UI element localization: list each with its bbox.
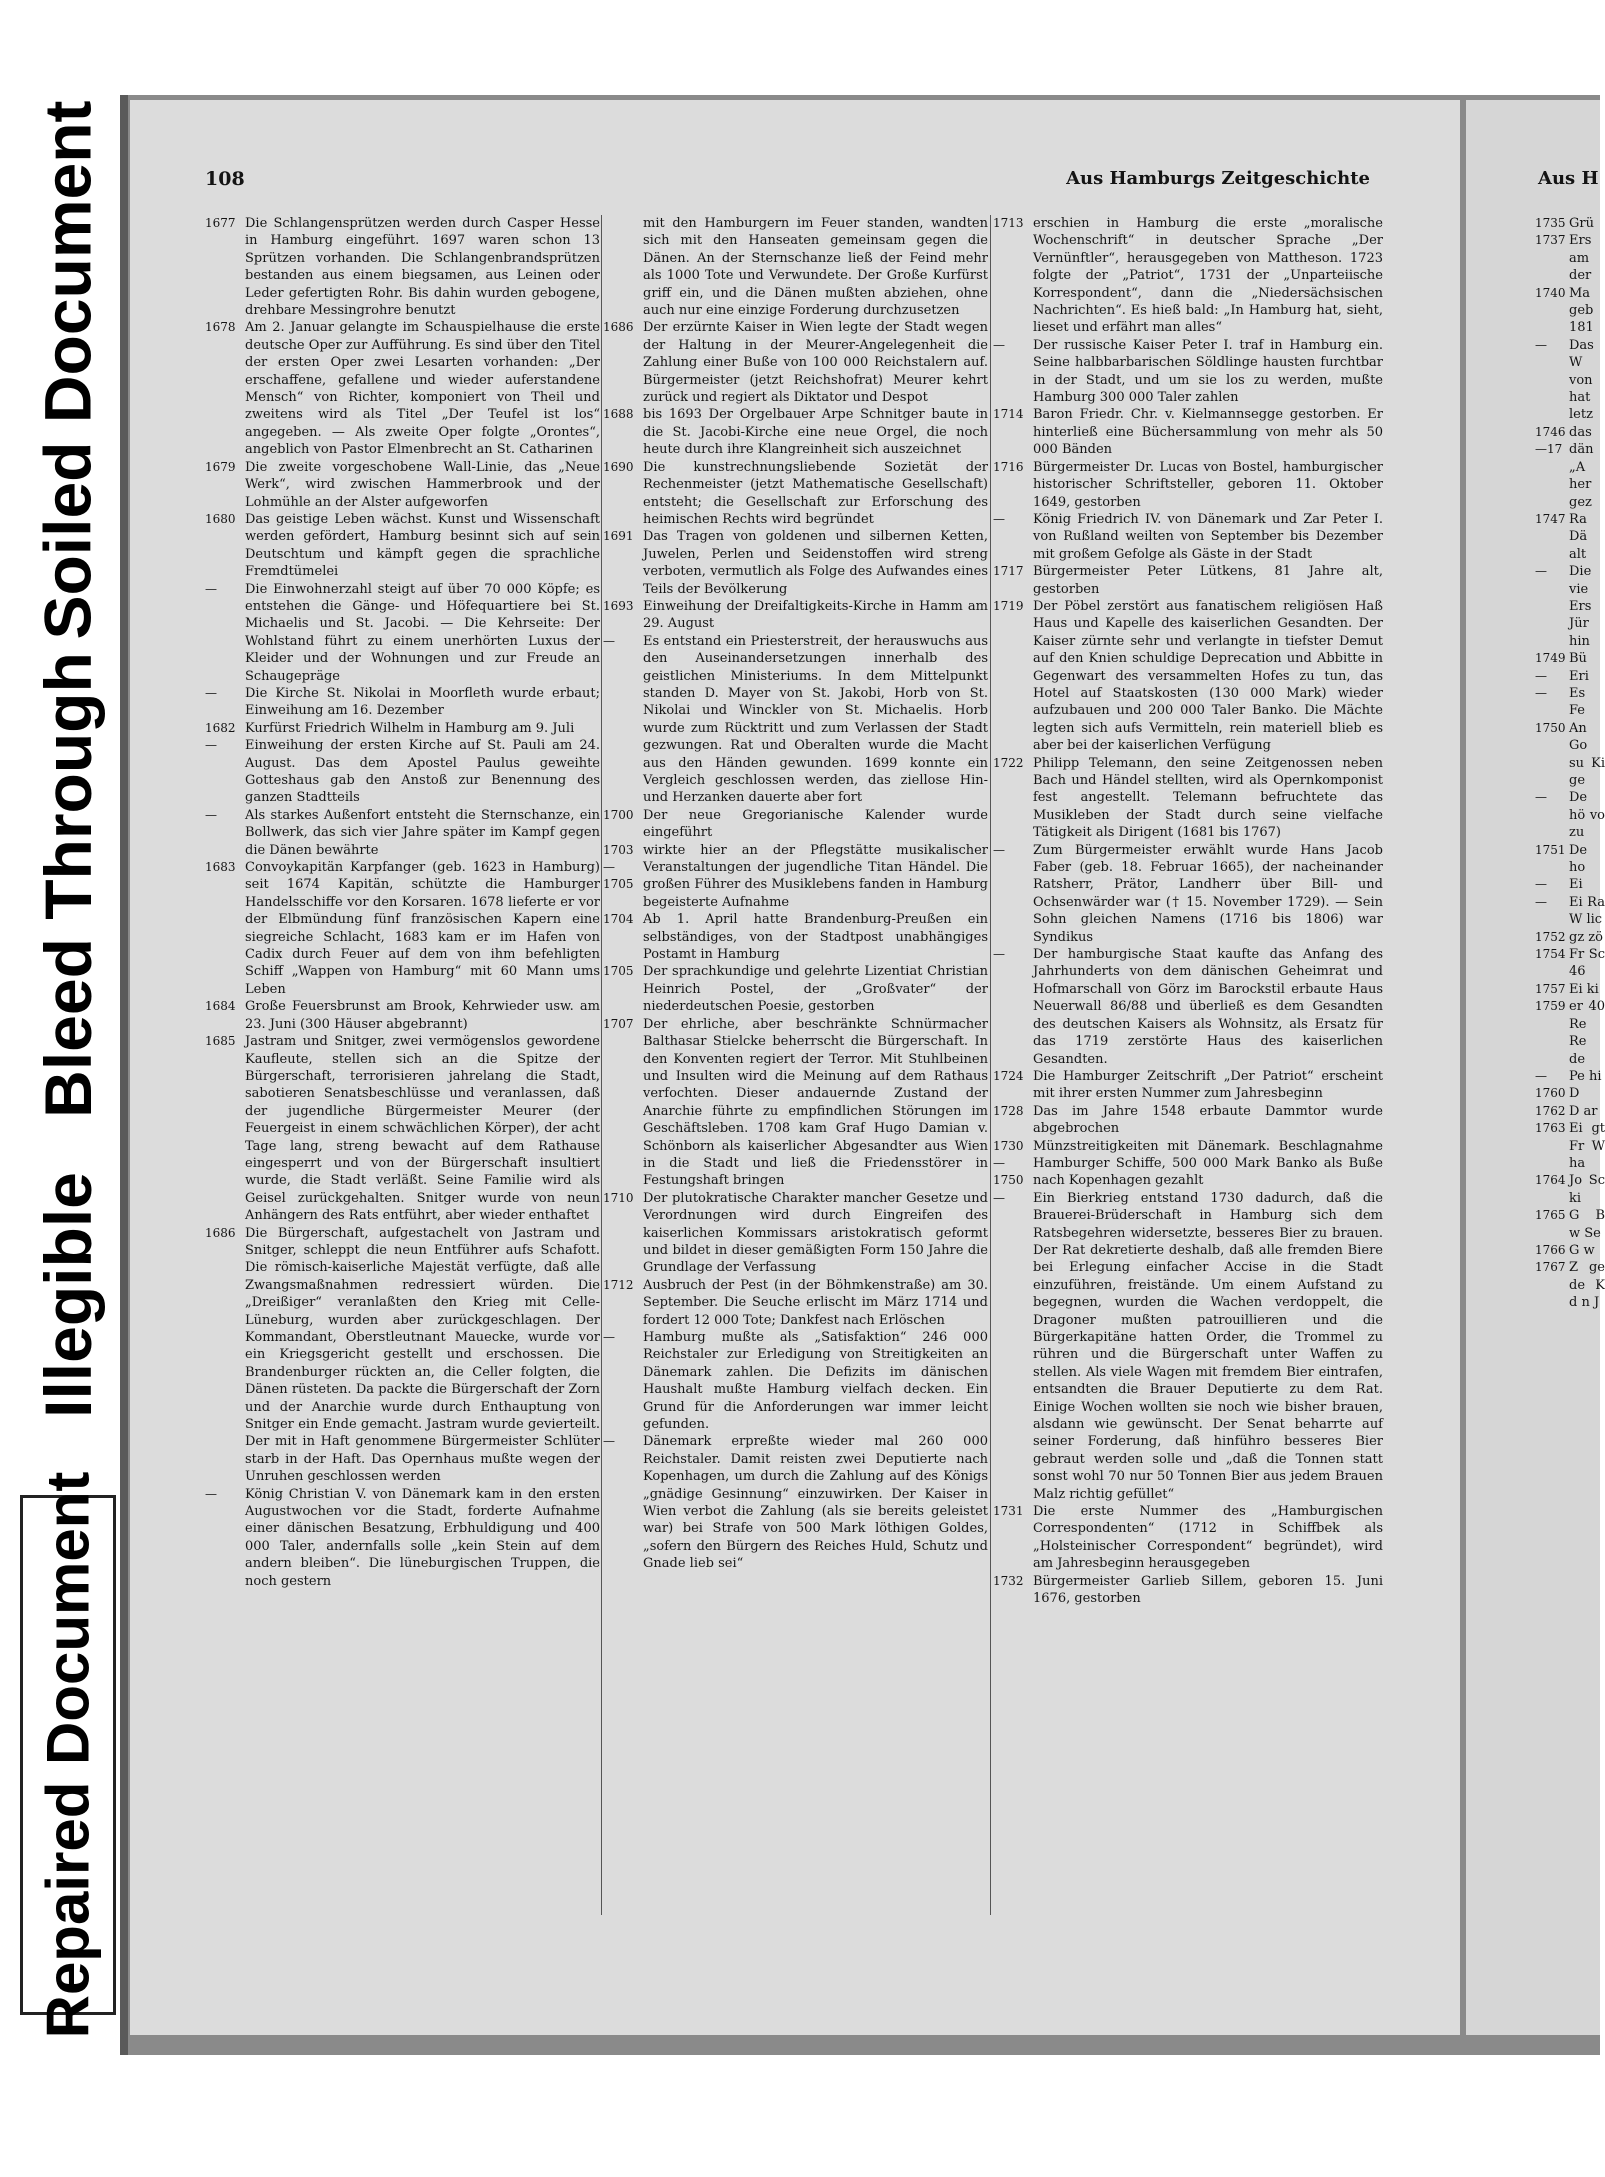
chronicle-entry xyxy=(993,1138,1383,1190)
entry-text: bis 1693 Der Orgelbauer Arpe Schnitger baute in die St. Jacobi-Kirche eine neue Orgel, die noch heute durch ihre Klangreinheit sich auszeichnet xyxy=(643,407,988,458)
chronicle-entry xyxy=(993,598,1383,755)
illegible-label: Illegible xyxy=(31,1172,106,1418)
entry-text: Die Schlangensprützen werden durch Casper Hesse in Hamburg eingeführt. 1697 waren schon 13 Sprützen vorhanden. Die Schlangenbrandsprützen bestanden aus einem biegsamen, aus Leinen oder Leder gefertigten Rohr. Bis dahin wurden gebogene, drehbare Messingrohre benutzt xyxy=(245,216,600,319)
entry-year: 1705 xyxy=(603,964,634,979)
chronicle-entry xyxy=(1535,424,1605,511)
entry-text: G w xyxy=(1569,1242,1595,1258)
chronicle-entry xyxy=(1535,511,1605,563)
chronicle-entry xyxy=(1535,215,1605,232)
text-column-1 xyxy=(205,215,600,1590)
chronicle-entry xyxy=(1535,894,1605,929)
chronicle-entry xyxy=(603,406,988,458)
chronicle-entry xyxy=(603,842,988,912)
chronicle-entry xyxy=(205,998,600,1033)
chronicle-entry xyxy=(1535,668,1605,685)
entry-year: 1686 xyxy=(603,320,634,335)
chronicle-entry xyxy=(603,807,988,842)
entry-text: Zum Bürgermeister erwählt wurde Hans Jacob Faber (geb. 18. Februar 1665), der nacheinander Ratsherr, Prätor, Landherr über Bill- und Ochsenwärder war († 15. November 1729). — Sein Sohn gleichen Namens (1716 bis 1806) war Syndikus xyxy=(1033,842,1383,945)
entry-text: Der ehrliche, aber beschränkte Schnürmacher Balthasar Stielcke beherrscht die Bürgerschaft. In den Konventen regiert der Terror. Mit Stuhlbeinen und Insulten wird die Meinung auf dem Rathaus verfochten. Dieser andauernde Zustand der Anarchie führte zu empfindlichen Störungen im Geschäftsleben. 1708 kam Graf Hugo Damian v. Schönborn als kaiserlicher Abgesandter aus Wien in die Stadt und ließ die Friedensstörer in Festungshaft bringen xyxy=(643,1016,988,1189)
entry-year: 1713 xyxy=(993,216,1024,230)
entry-year: 1704 xyxy=(603,912,634,927)
chronicle-entry xyxy=(205,215,600,319)
entry-year: 1735 xyxy=(1535,216,1566,230)
illegible-label-box xyxy=(20,1150,116,1440)
entry-year: 1752 xyxy=(1535,929,1566,944)
entry-text: Ma geb 181 xyxy=(1569,285,1594,336)
entry-text: Das geistige Leben wächst. Kunst und Wissenschaft werden gefördert, Hamburg besinnt sich auf sein Deutschtum und kämpft gegen die sprachliche Fremdtümelei xyxy=(245,511,600,580)
chronicle-entry xyxy=(205,859,600,998)
entry-year: 1688 xyxy=(603,407,634,422)
chronicle-entry xyxy=(205,737,600,807)
chronicle-entry xyxy=(993,511,1383,563)
entry-text: Grü xyxy=(1569,216,1594,231)
chronicle-entry xyxy=(993,842,1383,946)
entry-year: — xyxy=(1535,894,1547,909)
entry-year: — xyxy=(1535,668,1547,683)
entry-text: Philipp Telemann, den seine Zeitgenossen neben Bach und Händel stellten, wird als Opernkomponist fest angestellt. Telemann befruchtete das Musikleben der Stadt durch seine vielfache Tätigkeit als Dirigent (1681 bis 1767) xyxy=(1033,755,1383,841)
entry-year: 1747 xyxy=(1535,511,1566,526)
chronicle-entry xyxy=(993,946,1383,1068)
chronicle-entry xyxy=(205,1486,600,1590)
entry-year: — xyxy=(205,581,217,596)
entry-text: Das Tragen von goldenen und silbernen Ketten, Juwelen, Perlen und Seidenstoffen wird streng verboten, vermutlich als Folge des Aufwandes eines Teils der Bevölkerung xyxy=(643,529,988,597)
entry-text: Als starkes Außenfort entsteht die Sternschanze, ein Bollwerk, das sich vier Jahre später im Kampf gegen die Dänen bewährte xyxy=(245,807,600,858)
entry-year: 1731 xyxy=(993,1504,1024,1519)
entry-year: — xyxy=(993,1190,1005,1205)
text-column-3 xyxy=(993,215,1383,1608)
entry-text: Ra Dä alt xyxy=(1569,511,1588,562)
chronicle-entry xyxy=(1535,842,1605,877)
entry-year: 1712 xyxy=(603,1277,634,1292)
entry-year: 1722 xyxy=(993,755,1024,770)
chronicle-entry xyxy=(1535,981,1605,998)
entry-year: 1754 xyxy=(1535,947,1566,962)
entry-year: — xyxy=(1535,337,1547,352)
entry-text: Die vie Ers Jür hin xyxy=(1569,564,1592,649)
chronicle-entry xyxy=(1535,720,1605,790)
entry-text: D ar xyxy=(1569,1103,1598,1119)
entry-year: 1724 xyxy=(993,1068,1024,1083)
chronicle-entry xyxy=(993,337,1383,407)
entry-year: 1732 xyxy=(993,1573,1024,1588)
chronicle-entry xyxy=(1535,285,1605,337)
chronicle-entry xyxy=(1535,232,1605,284)
chronicle-entry xyxy=(1535,1085,1605,1102)
entry-text: Fr Sc 46 xyxy=(1569,947,1605,980)
entry-year: — xyxy=(603,1434,615,1449)
entry-year: — xyxy=(993,947,1005,962)
entry-text: er 40 Re Re de xyxy=(1569,999,1605,1067)
entry-year: 1710 xyxy=(603,1190,634,1205)
chronicle-entry xyxy=(1535,1172,1605,1207)
entry-year: 1759 xyxy=(1535,999,1566,1014)
entry-text: Eri xyxy=(1569,668,1589,684)
entry-text: erschien in Hamburg die erste „moralische Wochenschrift“ in deutscher Sprache „Der Vernünftler“, herausgegeben von Mattheson. 1723 folgte der „Patriot“, 1731 der „Unparteiische Korrespondent“, dann die „Niedersächsischen Nachrichten“. Es hieß bald: „In Hamburg hat, sieht, lieset und erfährt man alles“ xyxy=(1033,216,1383,336)
chronicle-entry xyxy=(603,1329,988,1433)
entry-text: Der hamburgische Staat kaufte das Anfang des Jahrhunderts von dem dänischen Geheimrat und Hofmarschall von Görz im Barockstil erbaute Haus Neuerwall 86/88 und überließ es dem Gesandten des deutschen Kaisers als Wohnsitz, als Ersatz für das 1719 zerstörte Haus des kaiserlichen Gesandten. xyxy=(1033,947,1383,1067)
entry-text: König Christian V. von Dänemark kam in den ersten Augustwochen vor die Stadt, forderte Aufnahme einer dänischen Besatzung, Erbhuldigung und 400 000 Taler, andernfalls solle „kein Stein auf dem andern bleiben“. Die lüneburgischen Truppen, die noch gestern xyxy=(245,1486,600,1589)
entry-year: — xyxy=(205,685,217,700)
chronicle-entry xyxy=(603,1277,988,1329)
entry-text: Es Fe xyxy=(1569,685,1586,719)
chronicle-entry xyxy=(993,563,1383,598)
soiled-document-label-box xyxy=(20,100,116,640)
chronicle-entry xyxy=(993,459,1383,511)
repaired-document-label-box xyxy=(20,1471,116,2039)
running-title: Aus Hamburgs Zeitgeschichte xyxy=(1066,168,1370,189)
label-sidebar xyxy=(0,0,118,2177)
scan-edge xyxy=(120,95,128,2055)
chronicle-entry xyxy=(1535,929,1605,946)
chronicle-entry xyxy=(1535,1259,1605,1311)
chronicle-entry xyxy=(205,1225,600,1486)
entry-text: König Friedrich IV. von Dänemark und Zar Peter I. von Rußland weilten von September bis Dezember mit großem Gefolge als Gäste in der Stadt xyxy=(1033,511,1383,562)
entry-text: Die Hamburger Zeitschrift „Der Patriot“ erscheint mit ihrer ersten Nummer zum Jahresbeginn xyxy=(1033,1068,1383,1102)
chronicle-entry xyxy=(205,720,600,737)
entry-year: 1678 xyxy=(205,320,236,335)
chronicle-entry xyxy=(1535,1207,1605,1242)
entry-text: Der neue Gregorianische Kalender wurde eingeführt xyxy=(643,807,988,841)
entry-year: 1683 xyxy=(205,860,236,875)
entry-text: Der russische Kaiser Peter I. traf in Hamburg ein. Seine halbbarbarischen Söldlinge hausten furchtbar in der Stadt, und um sie los zu werden, mußte Hamburg 300 000 Taler zahlen xyxy=(1033,337,1383,406)
entry-year: 1719 xyxy=(993,598,1024,613)
entry-year: 1763 xyxy=(1535,1121,1566,1136)
entry-year: 1677 xyxy=(205,216,236,230)
chronicle-entry xyxy=(1535,998,1605,1068)
entry-year: — xyxy=(205,1486,217,1501)
entry-text: Ab 1. April hatte Brandenburg-Preußen ein selbständiges, von der Stadtpost unabhängiges Postamt in Hamburg xyxy=(643,912,988,963)
entry-year: 1760 xyxy=(1535,1086,1566,1101)
entry-text: Die Kirche St. Nikolai in Moorfleth wurde erbaut; Einweihung am 16. Dezember xyxy=(245,685,600,719)
entry-year: 1685 xyxy=(205,1034,236,1049)
entry-year: — xyxy=(993,511,1005,526)
entry-year: 1691 xyxy=(603,529,634,544)
chronicle-entry xyxy=(205,511,600,581)
chronicle-entry xyxy=(603,1016,988,1190)
chronicle-entry xyxy=(603,598,988,633)
entry-year: 1707 xyxy=(603,1016,634,1031)
chronicle-entry xyxy=(205,685,600,720)
entry-text: Münzstreitigkeiten mit Dänemark. Beschlagnahme Hamburger Schiffe, 500 000 Mark Banko als Buße nach Kopenhagen gezahlt xyxy=(1033,1138,1383,1189)
chronicle-entry xyxy=(1535,1068,1605,1085)
entry-text: De ho xyxy=(1569,842,1588,876)
entry-year: — xyxy=(1535,877,1547,892)
entry-text: Dänemark erpreßte wieder mal 260 000 Reichstaler. Damit reisten zwei Deputierte nach Kopenhagen, um durch die Zahlung auf des Königs „gnädige Gesinnung“ einzuwirken. Der Kaiser in Wien verbot die Zahlung (als sie bereits geleistet war) bei Strafe von 500 Mark löthigen Goldes, „sofern den Bürgern des Reiches Huld, Schutz und Gnade lieb sei“ xyxy=(643,1434,988,1572)
chronicle-entry xyxy=(603,215,988,319)
chronicle-entry xyxy=(1535,876,1605,893)
entry-text: Ei ki xyxy=(1569,981,1599,997)
entry-year: 1764 xyxy=(1535,1173,1566,1188)
entry-year: 1762 xyxy=(1535,1103,1566,1118)
entry-text: Die erste Nummer des „Hamburgischen Correspondenten“ (1712 in Schiffbek als „Holsteinischer Correspondent“ begründet), wird am Jahresbeginn herausgegeben xyxy=(1033,1504,1383,1572)
entry-text: Jastram und Snitger, zwei vermögenslos gewordene Kaufleute, stellen sich an die Spitze der Bürgerschaft, terrorisieren jahrelang die Stadt, sabotieren Senatsbeschlüsse und veranlassen, daß der jugendliche Bürgermeister Meurer (der Feuergeist in einem schwächlichen Körper), der acht Tage lang, streng bewacht auf dem Rathause eingesperrt und von der Bürgerschaft insultiert wurde, die Stadt verläßt. Seine Familie wird als Geisel zurückgehalten. Snitger wurde von neun Anhängern des Rats entführt, aber wieder enthaftet xyxy=(245,1034,600,1224)
entry-year: 1751 xyxy=(1535,842,1566,857)
entry-year: 1749 xyxy=(1535,651,1566,666)
entry-text: Einweihung der ersten Kirche auf St. Pauli am 24. August. Das dem Apostel Paulus geweihte Gotteshaus gab den Anstoß zur Benennung des ganzen Stadtteils xyxy=(245,738,600,806)
bleed-through-label-box xyxy=(20,650,116,1120)
entry-year: 1680 xyxy=(205,511,236,526)
entry-year: 1682 xyxy=(205,720,236,735)
entry-year: — xyxy=(603,1330,615,1344)
column-rule xyxy=(990,215,991,1915)
chronicle-entry xyxy=(603,319,988,406)
chronicle-entry xyxy=(205,1033,600,1224)
entry-text: Es entstand ein Priesterstreit, der herauswuchs aus den Auseinandersetzungen innerhalb des geistlichen Ministeriums. In dem Mittelpunkt standen D. Mayer von St. Jakobi, Horb von St. Nikolai und Winckler von St. Michaelis. Horb wurde zum Rücktritt und zum Verlassen der Stadt gezwungen. Rat und Oberalten wurde die Macht aus den Händen gewunden. 1699 konnte ein Vergleich geschlossen werden, das ziellose Hin- und Herzanken dauerte aber fort xyxy=(643,633,988,806)
entry-year: 1700 xyxy=(603,807,634,822)
entry-year: 1679 xyxy=(205,459,236,474)
chronicle-entry xyxy=(603,528,988,598)
entry-year: 1693 xyxy=(603,598,634,613)
entry-year: 1757 xyxy=(1535,981,1566,996)
entry-text: Bürgermeister Dr. Lucas von Bostel, hamburgischer historischer Schriftsteller, geboren 11. Oktober 1649, gestorben xyxy=(1033,459,1383,510)
soiled-document-label: Soiled Document xyxy=(31,100,105,640)
entry-year: 1728 xyxy=(993,1103,1024,1118)
facing-page-running-title: Aus H xyxy=(1538,168,1599,189)
entry-text: Ein Bierkrieg entstand 1730 dadurch, daß die Brauerei-Brüderschaft in Hamburg sich dem Ratsbegehren widersetzte, besseres Bier zu brauen. Der Rat dekretierte deshalb, daß alle fremden Biere bei Erlegung einfacher Accise in die Stadt einzuführen, freistände. Um einem Aufstand zu begegnen, wurden die Wachen verdoppelt, die Dragoner mußten patrouillieren und die Bürgerkapitäne hatten Order, die Trommel zu rühren und die Bürgerschaft unter Waffen zu stellen. Als viele Wagen mit fremdem Bier eintrafen, entsandten die Brauer Deputierte zu dem Rat. Einige Wochen wollten sie noch wie bisher brauen, alsdann wie gewünscht. Der Senat beharrte auf seiner Forderung, daß hinführo besseres Bier gebraut werden solle und „daß die Tonnen statt sonst wohl 70 nur 50 Tonnen Bier aus jedem Brauen Malz richtig gefüllet“ xyxy=(1033,1190,1383,1502)
entry-text: Ei xyxy=(1569,877,1583,893)
entry-text: Die Einwohnerzahl steigt auf über 70 000 Köpfe; es entstehen die Gänge- und Höfequartiere bei St. Michaelis und St. Jacobi. — Die Kehrseite: Der Wohlstand führt zu einem unerhörten Luxus der Kleider und der Wohnungen und zur Freude an Schaugepräge xyxy=(245,581,600,684)
chronicle-entry xyxy=(603,633,988,807)
entry-text: Bürgermeister Peter Lütkens, 81 Jahre alt, gestorben xyxy=(1033,564,1383,597)
entry-text: gz zö xyxy=(1569,929,1603,945)
entry-text: Große Feuersbrunst am Brook, Kehrwieder usw. am 23. Juni (300 Häuser abgebrannt) xyxy=(245,999,600,1032)
entry-year: 1767 xyxy=(1535,1260,1566,1275)
entry-year: 1750 xyxy=(1535,720,1566,735)
column-rule xyxy=(601,215,602,1915)
entry-text: Die zweite vorgeschobene Wall-Linie, das „Neue Werk“, wird zwischen Hammerbrook und der Lohmühle an der Alster aufgeworfen xyxy=(245,459,600,510)
entry-year: — xyxy=(205,738,217,753)
chronicle-entry xyxy=(993,406,1383,458)
entry-text: Einweihung der Dreifaltigkeits-Kirche in Hamm am 29. August xyxy=(643,598,988,632)
text-column-facing xyxy=(1535,215,1605,1312)
chronicle-entry xyxy=(205,581,600,685)
repaired-document-label: Repaired Document xyxy=(34,1471,101,2039)
entry-text: Pe hi xyxy=(1569,1068,1602,1084)
chronicle-entry xyxy=(603,1190,988,1277)
entry-text: Convoykapitän Karpfanger (geb. 1623 in Hamburg) seit 1674 Kapitän, schützte die Hamburger Handelsschiffe vor den Korsaren. 1678 lieferte er vor der Elbmündung fünf französischen Kapern eine siegreiche Schlacht, 1683 kam er im Hafen von Cadix durch Feuer auf dem von ihm befehligten Schiff „Wappen von Hamburg“ mit 60 Mann ums Leben xyxy=(245,860,600,997)
entry-text: Der erzürnte Kaiser in Wien legte der Stadt wegen der Haltung in der Meurer-Angelegenheit die Zahlung einer Buße von 100 000 Reichstalern auf. Bürgermeister (jetzt Reichshofrat) Meurer kehrt zurück und regiert als Diktator und Despot xyxy=(643,320,988,406)
entry-text: Ers am der xyxy=(1569,233,1592,284)
entry-year: — xyxy=(993,337,1005,352)
entry-year: — xyxy=(1535,1068,1547,1083)
entry-text: das dän „A her gez xyxy=(1569,424,1594,510)
chronicle-entry xyxy=(993,1103,1383,1138)
entry-text: Das im Jahre 1548 erbaute Dammtor wurde abgebrochen xyxy=(1033,1103,1383,1137)
entry-year: 1717 xyxy=(993,564,1024,579)
chronicle-entry xyxy=(993,1190,1383,1503)
entry-year: 1746—17 xyxy=(1535,424,1566,457)
entry-text: Ausbruch der Pest (in der Böhmkenstraße) am 30. September. Die Seuche erlischt im März 1714 und fordert 12 000 Tote; Dankfest nach Erlöschen xyxy=(643,1277,988,1328)
chronicle-entry xyxy=(1535,946,1605,981)
entry-year: 1766 xyxy=(1535,1242,1566,1257)
entry-text: An Go su Ki ge xyxy=(1569,720,1605,788)
entry-year: 1686 xyxy=(205,1225,236,1240)
entry-text: D xyxy=(1569,1086,1580,1102)
entry-text: Jo Sc ki xyxy=(1569,1173,1605,1206)
entry-text: Am 2. Januar gelangte im Schauspielhause die erste deutsche Oper zur Aufführung. Es sind über den Titel der ersten Oper zwei Lesarten vorhanden: „Der erschaffene, gefallene und wieder auferstandene Mensch“ von Richter, komponiert von Theil und zweitens wird als Titel „Der Teufel ist los“ angegeben. — Als zweite Oper folgte „Orontes“, angeblich von Pastor Elmenbrecht an St. Catharinen xyxy=(245,320,600,458)
entry-year: — xyxy=(993,842,1005,857)
chronicle-entry xyxy=(603,459,988,529)
chronicle-entry xyxy=(1535,337,1605,424)
chronicle-entry xyxy=(603,911,988,963)
entry-text: mit den Hamburgern im Feuer standen, wandten sich mit den Hanseaten gemeinsam gegen die Dänen. An der Sternschanze ließ der Feind mehr als 1000 Tote und Verwundete. Der Große Kurfürst griff ein, und die Dänen mußten abziehen, ohne auch nur eine einzige Forderung durchzusetzen xyxy=(643,216,988,319)
text-column-2 xyxy=(603,215,988,1573)
entry-year: 1703—1705 xyxy=(603,842,634,892)
entry-text: Ei Ra W lic xyxy=(1569,894,1605,928)
entry-year: 1714 xyxy=(993,407,1024,422)
entry-year: — xyxy=(1535,790,1547,805)
entry-text: Baron Friedr. Chr. v. Kielmannsegge gestorben. Er hinterließ eine Büchersammlung von mehr als 50 000 Bänden xyxy=(1033,407,1383,458)
entry-text: G B w Se xyxy=(1569,1208,1605,1241)
chronicle-entry xyxy=(993,1573,1383,1608)
entry-year: 1740 xyxy=(1535,285,1566,300)
chronicle-entry xyxy=(603,963,988,1015)
entry-year xyxy=(603,215,643,319)
entry-year: — xyxy=(1535,564,1547,579)
entry-text: Hamburg mußte als „Satisfaktion“ 246 000 Reichstaler zur Erledigung von Streitigkeiten an Dänemark zahlen. Die Defizits im dänischen Haushalt mußte Hamburg vielfach decken. Ein Grund für die Anforderungen war immer leicht gefunden. xyxy=(643,1330,988,1433)
entry-text: wirkte hier an der Pflegstätte musikalischer Veranstaltungen der jugendliche Titan Händel. Die großen Führer des Musiklebens fanden in Hamburg begeisterte Aufnahme xyxy=(643,842,988,910)
entry-text: Die kunstrechnungsliebende Sozietät der Rechenmeister (jetzt Mathematische Gesellschaft) entsteht; die Gesellschaft zur Erforschung des heimischen Rechts wird begründet xyxy=(643,459,988,527)
entry-text: Der plutokratische Charakter mancher Gesetze und Verordnungen wird durch Eingreifen des kaiserlichen Kommissars aristokratisch geformt und bildet in dieser gemäßigten Form 150 Jahre die Grundlage der Verfassung xyxy=(643,1190,988,1276)
entry-text: Z ge de K d n J xyxy=(1569,1260,1605,1311)
entry-year: 1765 xyxy=(1535,1208,1566,1223)
entry-year: 1690 xyxy=(603,459,634,474)
chronicle-entry xyxy=(1535,789,1605,841)
entry-text: De hö vo zu xyxy=(1569,790,1605,841)
chronicle-entry xyxy=(205,459,600,511)
bleed-through-label: Bleed Through xyxy=(31,652,105,1118)
chronicle-entry xyxy=(1535,1103,1605,1120)
page-number: 108 xyxy=(205,168,245,190)
chronicle-entry xyxy=(205,807,600,859)
entry-text: Kurfürst Friedrich Wilhelm in Hamburg am 9. Juli xyxy=(245,720,575,736)
entry-year: 1730—1750 xyxy=(993,1138,1024,1188)
entry-text: Das W von hat letz xyxy=(1569,337,1594,423)
entry-year: — xyxy=(603,633,615,648)
chronicle-entry xyxy=(993,1068,1383,1103)
chronicle-entry xyxy=(1535,563,1605,650)
chronicle-entry xyxy=(205,319,600,458)
chronicle-entry xyxy=(603,1433,988,1572)
entry-year: 1684 xyxy=(205,999,236,1014)
entry-text: Bü xyxy=(1569,651,1587,667)
chronicle-entry xyxy=(1535,1242,1605,1259)
entry-text: Bürgermeister Garlieb Sillem, geboren 15. Juni 1676, gestorben xyxy=(1033,1573,1383,1607)
entry-text: Ei gt Fr W ha xyxy=(1569,1121,1605,1171)
chronicle-entry xyxy=(993,1503,1383,1573)
chronicle-entry xyxy=(1535,1120,1605,1172)
entry-year: — xyxy=(205,807,217,822)
entry-year: — xyxy=(1535,685,1547,700)
entry-text: Die Bürgerschaft, aufgestachelt von Jastram und Snitger, schleppt die neun Entführer aufs Schafott. Die römisch-kaiserliche Majestät verfügte, daß alle Zwangsmaßnahmen redressiert würden. Die „Dreißiger“ veranlaßten den Krieg mit Celle-Lüneburg, wurden aber zurückgeschlagen. Der Kommandant, Oberstleutnant Mauecke, wurde vor ein Kriegsgericht gestellt und erschossen. Die Brandenburger rückten an, die Celler folgten, die Dänen rüsteten. Da packte die Bürgerschaft der Zorn und der Anarchie wurde durch Enthauptung von Snitger ein Ende gemacht. Jastram wurde gevierteilt. Der mit in Haft genommene Bürgermeister Schlüter starb in der Haft. Das Opernhaus mußte wegen der Unruhen geschlossen werden xyxy=(245,1225,600,1485)
chronicle-entry xyxy=(1535,685,1605,720)
entry-year: 1737 xyxy=(1535,233,1566,248)
entry-year: 1716 xyxy=(993,459,1024,474)
entry-text: Der Pöbel zerstört aus fanatischem religiösen Haß Haus und Kapelle des kaiserlichen Gesandten. Der Kaiser zürnte sehr und verlangte in tiefster Demut auf den Knien schuldige Deprecation und Abbitte in Gegenwart des versammelten Hofes zu tun, das Hotel auf Staatskosten (130 000 Mark) wieder aufzubauen und 200 000 Taler Banko. Die Mächte legten sich aufs Vermitteln, rein materiell blieb es aber bei der kaiserlichen Verfügung xyxy=(1033,598,1383,754)
chronicle-entry xyxy=(993,215,1383,337)
chronicle-entry xyxy=(1535,650,1605,667)
chronicle-entry xyxy=(993,755,1383,842)
entry-text: Der sprachkundige und gelehrte Lizentiat Christian Heinrich Postel, der „Großvater“ der niederdeutschen Poesie, gestorben xyxy=(643,964,988,1015)
